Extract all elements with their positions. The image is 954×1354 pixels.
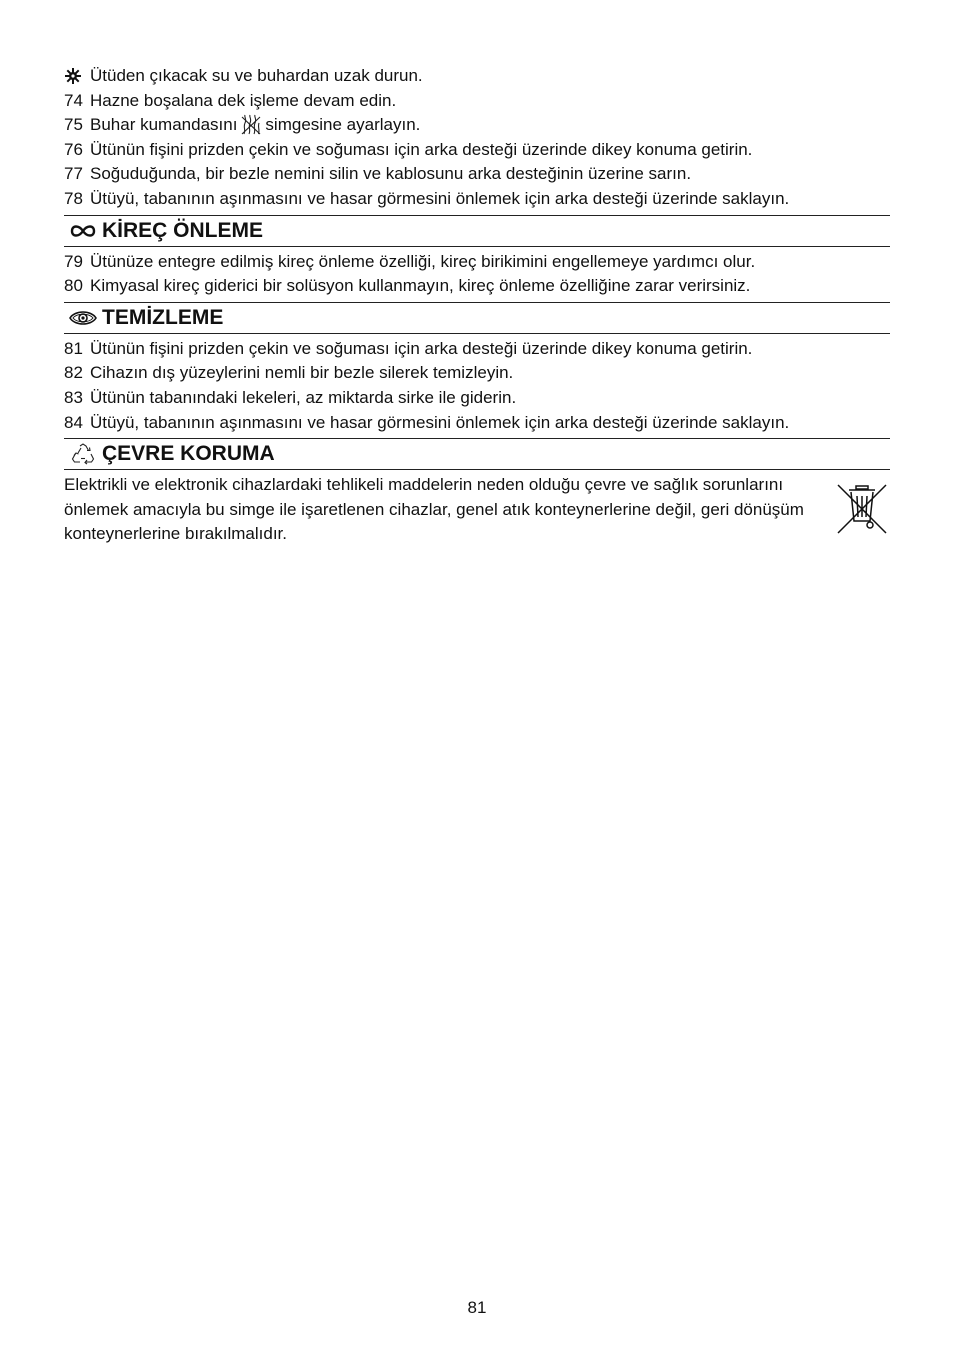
list-item (64, 89, 890, 114)
section-title: TEMİZLEME (102, 305, 224, 329)
list-item (64, 411, 890, 436)
list-item-text: Ütüyü, tabanının aşınmasını ve hasar görmesini önlemek için arka desteği üzerinde saklayın. (90, 412, 790, 432)
item-number: 83 (64, 387, 83, 407)
crossed-out-bin-icon (836, 483, 888, 542)
list-item (64, 162, 890, 187)
list-item-text: Ütünün tabanındaki lekeleri, az miktarda sirke ile giderin. (90, 387, 517, 407)
list-item-text: Hazne boşalana dek işleme devam edin. (90, 90, 397, 110)
list-item (64, 113, 890, 138)
list-item-text: Ütünüze entegre edilmiş kireç önleme özelliği, kireç birikimini engellemeye yardımcı olur. (90, 251, 756, 271)
steam-off-icon (240, 114, 262, 136)
list-item (64, 386, 890, 411)
list-item-text: Ütünün fişini prizden çekin ve soğuması için arka desteği üzerinde dikey konuma getirin. (90, 338, 753, 358)
list-item (64, 274, 890, 299)
list-item (64, 64, 890, 89)
list-item-text: Ütüyü, tabanının aşınmasını ve hasar görmesini önlemek için arka desteği üzerinde saklayın. (90, 188, 790, 208)
list-item-text: Ütüden çıkacak su ve buhardan uzak durun. (90, 66, 423, 85)
item-number: 82 (64, 363, 83, 383)
list-item (64, 337, 890, 362)
infinity-icon (64, 223, 102, 239)
list-item (64, 250, 890, 275)
item-number: 74 (64, 90, 83, 110)
item-number: 81 (64, 338, 83, 358)
item-number: 84 (64, 412, 83, 432)
item-number: 78 (64, 188, 83, 208)
section-heading-anti-calc (64, 215, 890, 247)
list-item-text: Kimyasal kireç giderici bir solüsyon kullanmayın, kireç önleme özelliğine zarar verirsiniz. (90, 276, 751, 296)
item-number: 77 (64, 164, 83, 184)
section-title: KİREÇ ÖNLEME (102, 218, 264, 242)
eye-icon (64, 309, 102, 327)
list-item-text: Soğuduğunda, bir bezle nemini silin ve kablosunu arka desteğinin üzerine sarın. (90, 164, 692, 184)
list-item-text: Ütünün fişini prizden çekin ve soğuması için arka desteği üzerinde dikey konuma getirin. (90, 139, 753, 159)
section-title: ÇEVRE KORUMA (102, 442, 275, 466)
item-number: 79 (64, 251, 83, 271)
item-number: 75 (64, 115, 83, 135)
list-item-text: Buhar kumandasını (90, 115, 238, 135)
list-item (64, 361, 890, 386)
recycle-icon (64, 443, 102, 465)
environment-block (64, 473, 890, 547)
section-heading-cleaning (64, 302, 890, 334)
list-item-text: simgesine ayarlayın. (265, 115, 421, 135)
page-number: 81 (467, 1298, 487, 1317)
environment-paragraph: Elektrikli ve elektronik cihazlardaki tehlikeli maddelerin neden olduğu çevre ve sağlık sorunlarını önlemek amacıyla bu simge ile işaretlenen cihazlar, genel atık konteynerlerine değil, geri dönüşüm konteynerlerine bırakılmalıdır. (64, 475, 804, 544)
section-heading-environment (64, 438, 890, 470)
item-number: 80 (64, 276, 83, 296)
item-number: 76 (64, 139, 83, 159)
page-content (64, 64, 890, 547)
list-item (64, 138, 890, 163)
list-item-text: Cihazın dış yüzeylerini nemli bir bezle silerek temizleyin. (90, 363, 514, 383)
list-item (64, 187, 890, 212)
steam-burst-icon (64, 67, 90, 85)
